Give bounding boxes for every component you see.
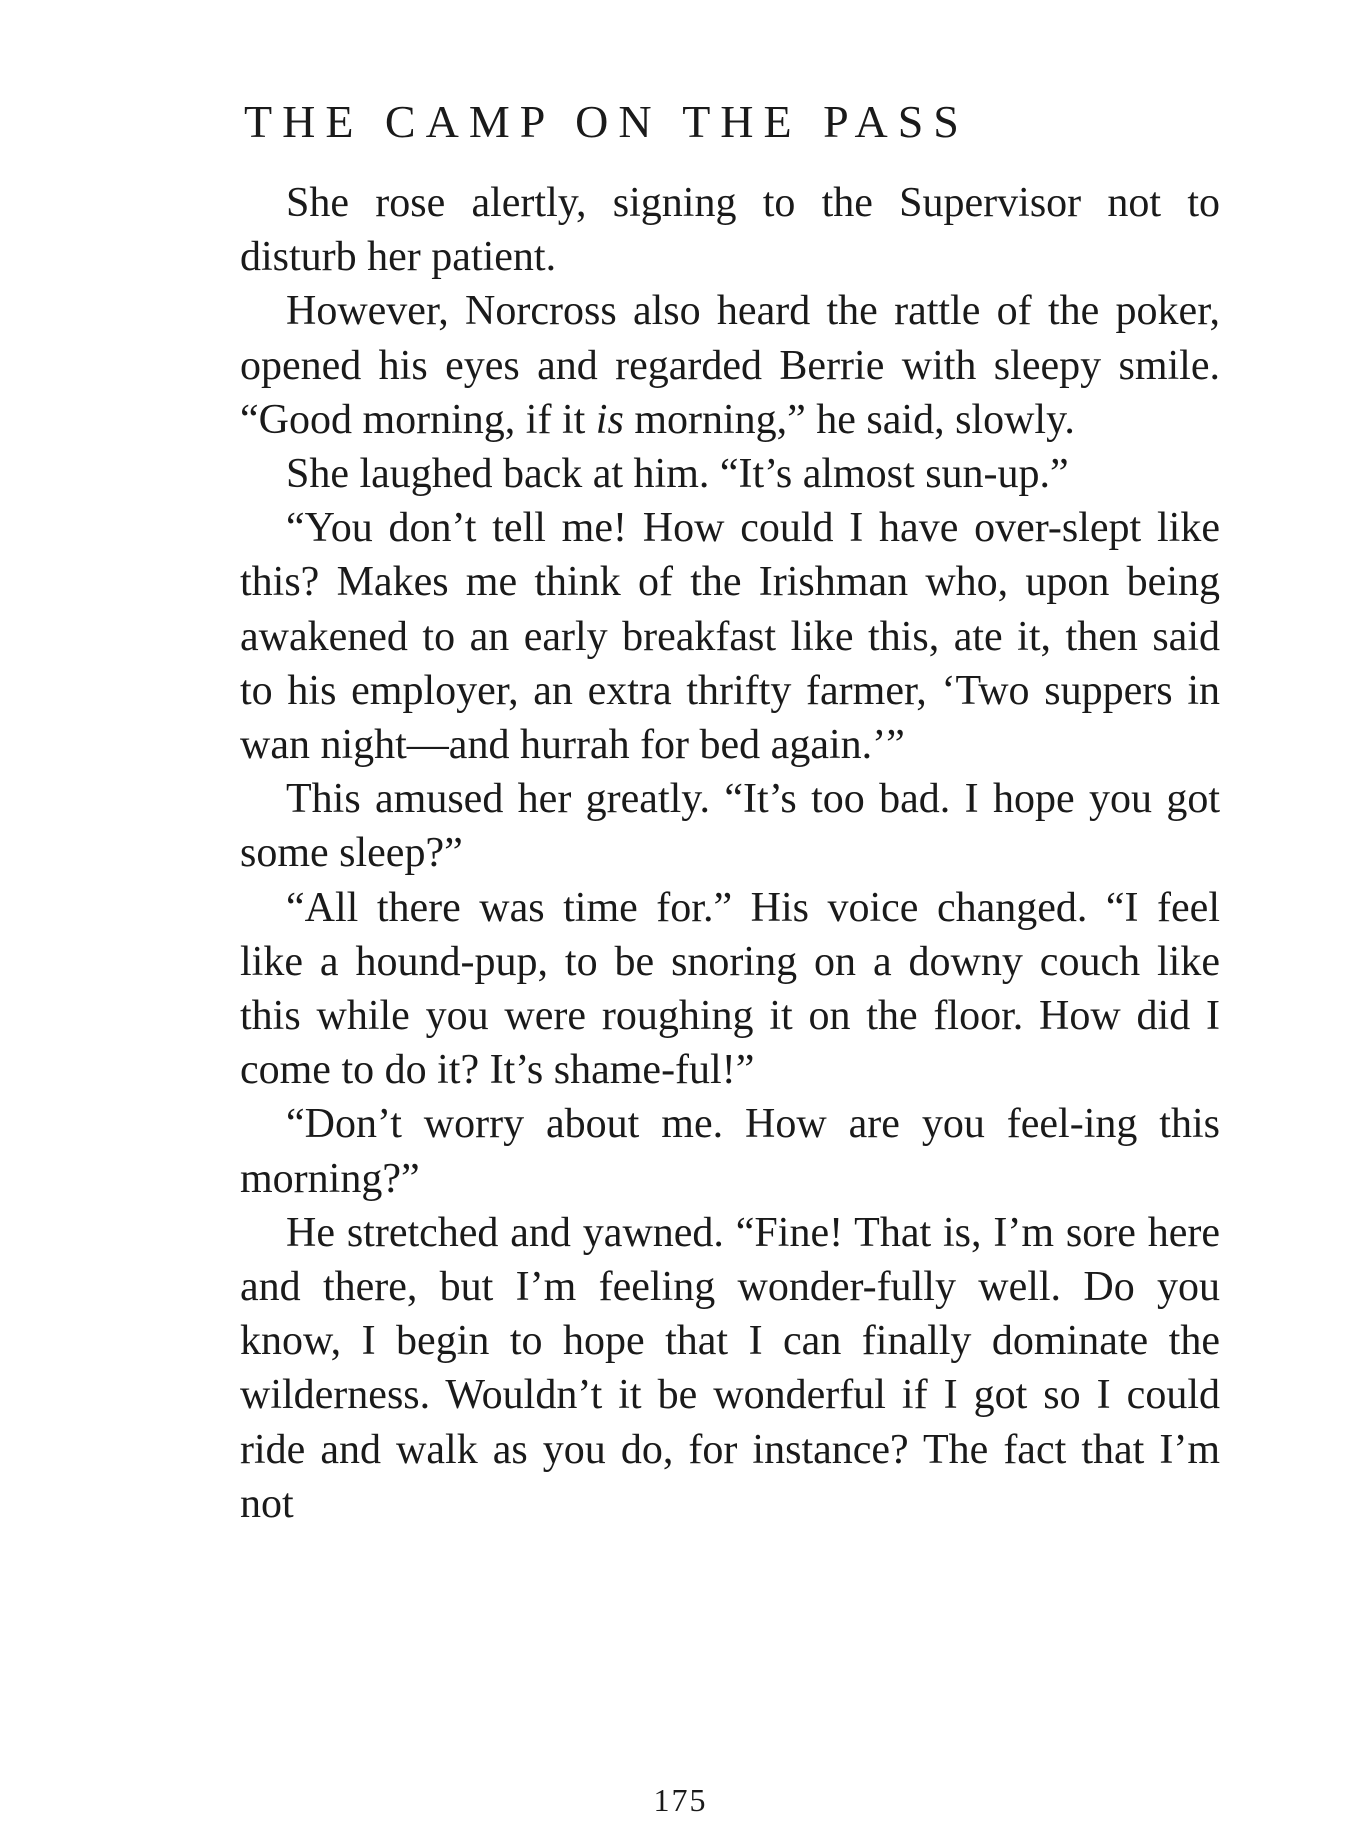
paragraph: She rose alertly, signing to the Supervisor not to disturb her patient. [240, 180, 1220, 281]
paragraph: However, Norcross also heard the rattle of the poker, opened his eyes and regarded Berrie with sleepy smile. “Good morning, if it is morning,” he said, slowly. [240, 288, 1220, 443]
paragraph: This amused her greatly. “It’s too bad. I hope you got some sleep?” [240, 776, 1220, 877]
paragraph: She laughed back at him. “It’s almost sun-up.” [286, 451, 1069, 498]
paragraph: “All there was time for.” His voice changed. “I feel like a hound-pup, to be snoring on a downy couch like this while you were roughing it on the floor. How did I come to do it? It’s shame-ful!” [240, 884, 1220, 1094]
page-number: 175 [653, 1782, 708, 1818]
running-head: THE CAMP ON THE PASS [244, 96, 969, 147]
paragraph: He stretched and yawned. “Fine! That is, I’m sore here and there, but I’m feeling wonder-fully well. Do you know, I begin to hope that I can finally dominate the wilderness. Wouldn’t it be wonderful if I got so I could ride and walk as you do, for instance? The fact that I’m not [240, 1209, 1220, 1527]
paragraph: “Don’t worry about me. How are you feel-ing this morning?” [240, 1101, 1220, 1202]
emphasis: is [595, 396, 624, 443]
paragraph: “You don’t tell me! How could I have over-slept like this? Makes me think of the Irishman who, upon being awakened to an early breakfast like this, ate it, then said to his employer, an extra thrifty farmer, ‘Two suppers in wan night—and hurrah for bed again.’” [240, 505, 1220, 769]
body-text [240, 176, 1220, 1531]
